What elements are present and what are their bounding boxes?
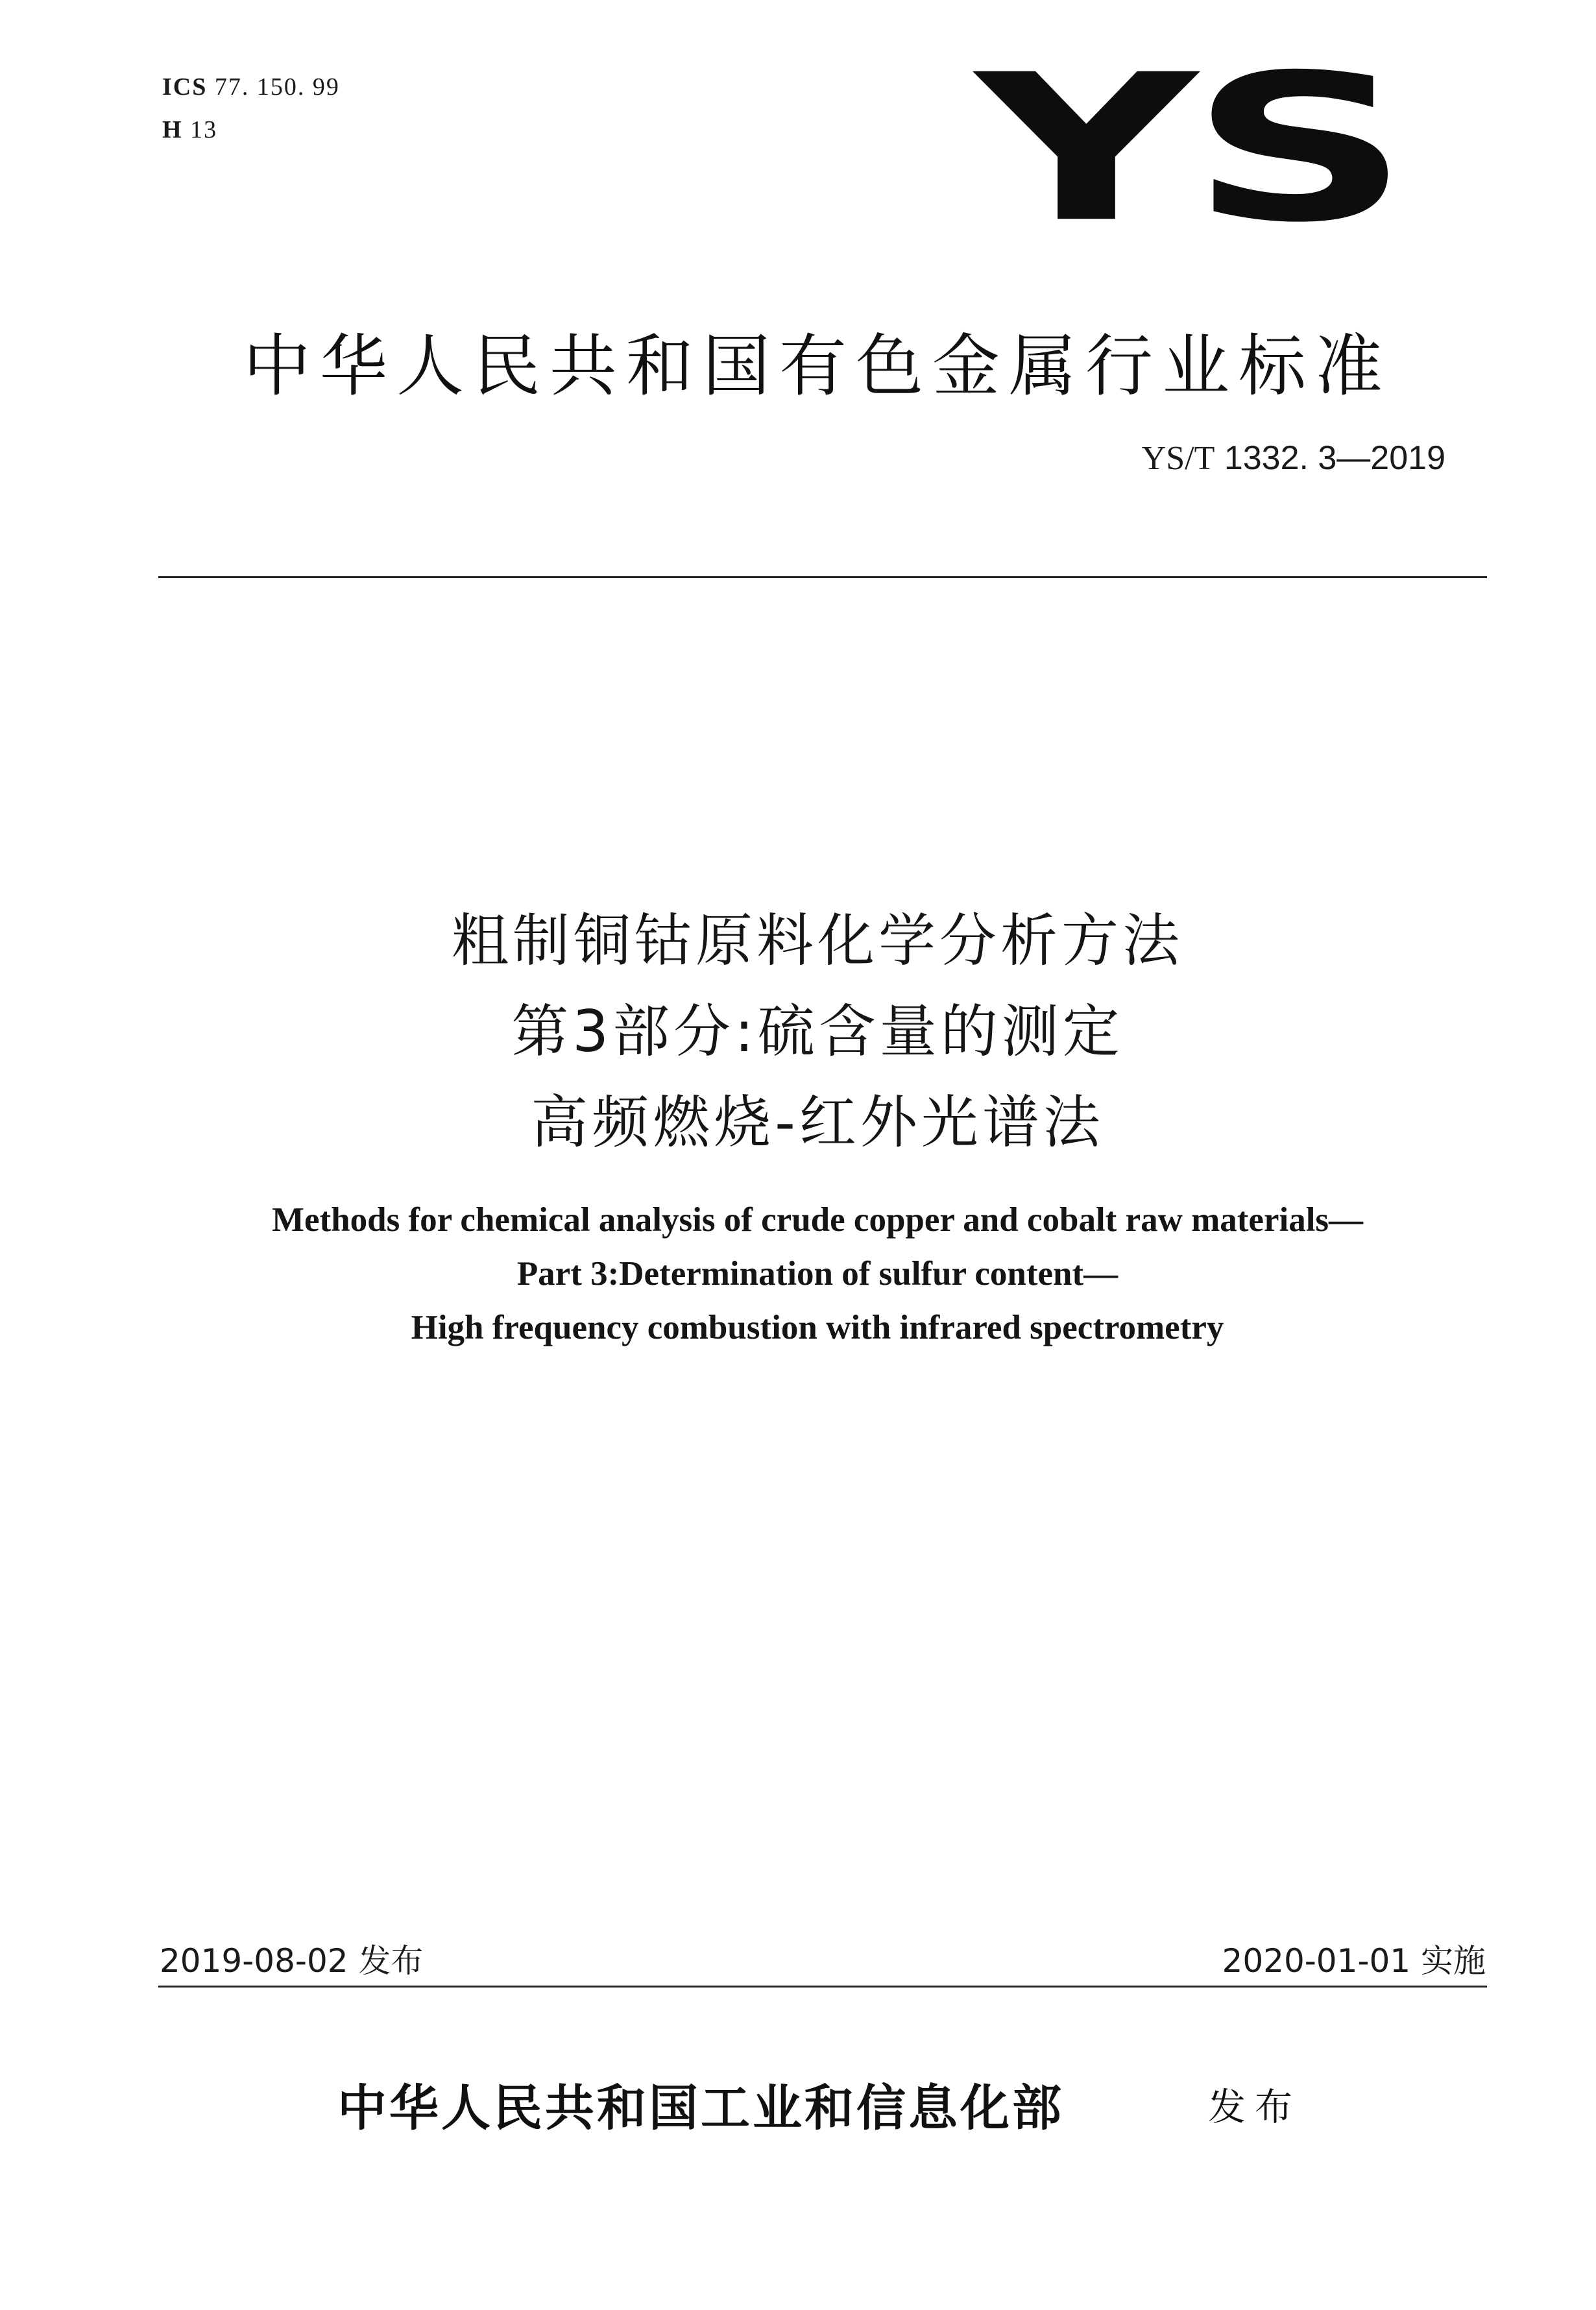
ics-number: 77. 150. 99: [214, 73, 340, 101]
issue-date-value: 2019-08-02: [160, 1942, 348, 1980]
ics-label: ICS: [162, 73, 208, 101]
title-en-line3: High frequency combustion with infrared spectrometry: [411, 1309, 1224, 1346]
issue-date: [160, 1935, 423, 1982]
title-zh-line3: 高频燃烧-红外光谱法: [531, 1089, 1104, 1156]
title-zh-line1: 粗制铜钴原料化学分析方法: [451, 907, 1183, 974]
publisher-label: 发布: [1208, 2085, 1302, 2129]
bottom-divider: [158, 1986, 1487, 1988]
document-code-prefix: YS/T: [1141, 440, 1215, 477]
implementation-date-value: 2020-01-01: [1222, 1942, 1411, 1980]
ys-logo: YS: [975, 31, 1403, 267]
title-en-line1: Methods for chemical analysis of crude copper and cobalt raw materials—: [271, 1201, 1364, 1239]
publisher-name: 中华人民共和国工业和信息化部: [337, 2079, 1064, 2137]
top-divider: [158, 576, 1487, 578]
ccs-number: 13: [190, 116, 218, 143]
implementation-date: [1222, 1935, 1486, 1982]
ics-code: [162, 73, 340, 101]
standard-title: 中华人民共和国有色金属行业标准: [243, 326, 1392, 406]
issue-date-label: 发布: [358, 1942, 424, 1980]
ccs-code: [162, 116, 217, 144]
title-en-line2: Part 3:Determination of sulfur content—: [516, 1255, 1118, 1293]
title-zh-line2: 第3部分:硫含量的测定: [511, 998, 1124, 1065]
document-code: [1142, 439, 1445, 478]
document-code-number: 1332. 3—2019: [1224, 439, 1445, 477]
ccs-label: H: [162, 116, 183, 143]
implementation-date-label: 实施: [1421, 1942, 1486, 1980]
